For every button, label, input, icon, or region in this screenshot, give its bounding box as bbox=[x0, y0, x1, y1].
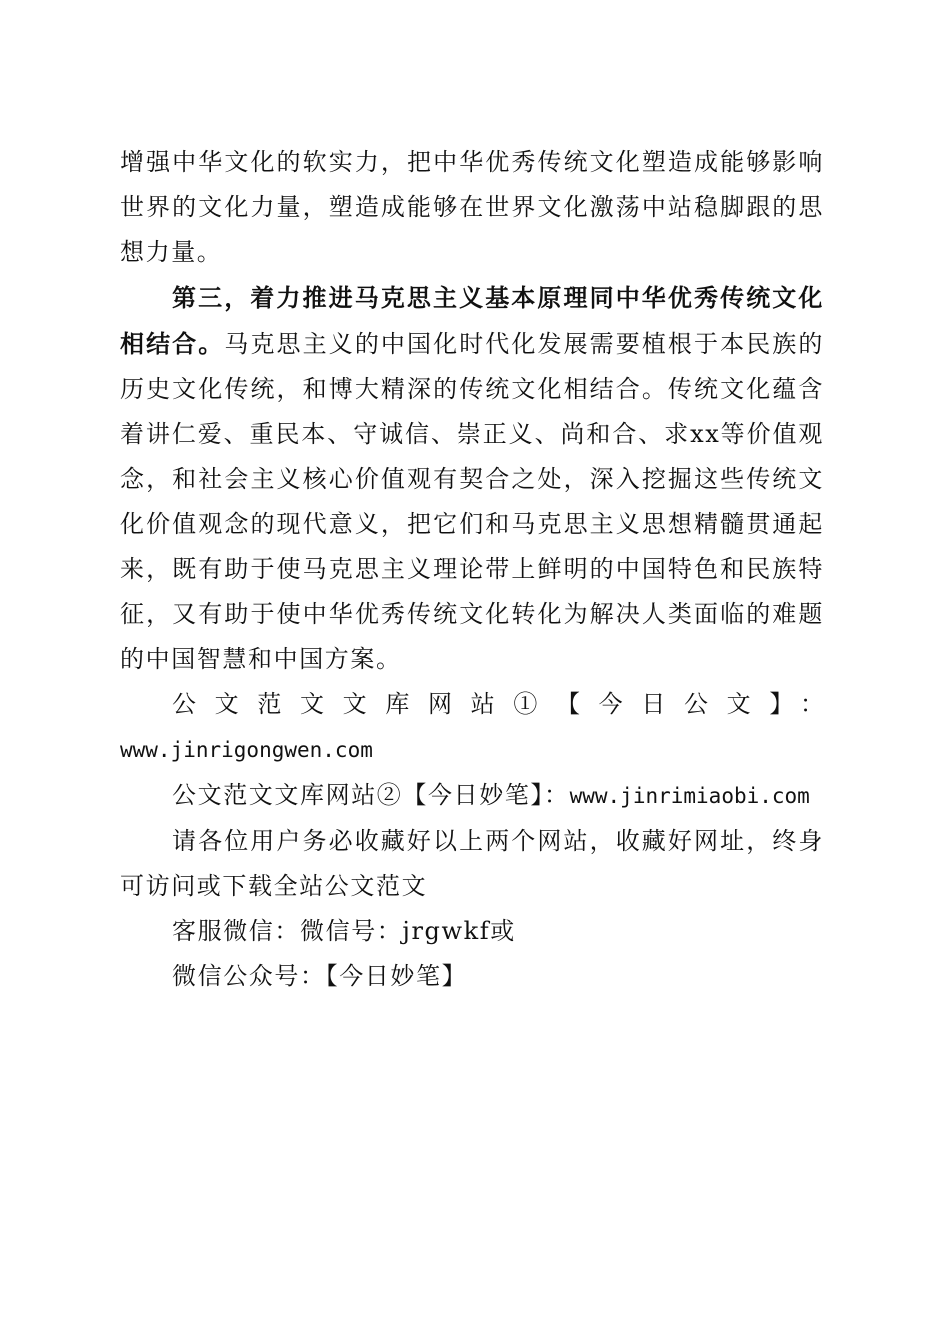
third-point-body: 马克思主义的中国化时代化发展需要植根于本民族的历史文化传统，和博大精深的传统文化相结合。传统文化蕴含着讲仁爱、重民本、守诚信、崇正义、尚和合、求xx等价值观念，和社会主义核心价值观有契合之处，深入挖掘这些传统文化价值观念的现代意义，把它们和马克思主义思想精髓贯通起来，既有助于使马克思主义理论带上鲜明的中国特色和民族特征，又有助于使中华优秀传统文化转化为解决人类面临的难题的中国智慧和中国方案。 bbox=[120, 330, 824, 673]
site1-label: 公文范文文库网站①【今日公文】： bbox=[172, 690, 824, 718]
paragraph-third-point bbox=[120, 275, 824, 682]
notice-text: 请各位用户务必收藏好以上两个网站，收藏好网址，终身可访问或下载全站公文范文 bbox=[120, 827, 824, 900]
site1-label-line bbox=[120, 682, 824, 727]
site1-url[interactable]: www.jinrigongwen.com bbox=[120, 738, 373, 762]
third-point-heading: 第三，着力推进马克思主义基本原理同中华优秀传统文化相结合。 bbox=[120, 283, 824, 358]
site2-url[interactable]: www.jinrimiaobi.com bbox=[569, 784, 810, 808]
site2-label: 公文范文文库网站②【今日妙笔】： bbox=[172, 781, 570, 809]
site2-line bbox=[120, 773, 824, 819]
paragraph-soft-power bbox=[120, 140, 824, 275]
document-body bbox=[120, 140, 824, 999]
wechat-public-text: 微信公众号：【今日妙笔】 bbox=[172, 962, 468, 990]
notice-paragraph bbox=[120, 819, 824, 909]
site1-url-line bbox=[120, 727, 824, 773]
service-line bbox=[120, 909, 824, 954]
wechat-public-line bbox=[120, 954, 824, 999]
service-text: 客服微信：微信号：jrgwkf或 bbox=[172, 917, 516, 945]
paragraph-soft-power-text: 增强中华文化的软实力，把中华优秀传统文化塑造成能够影响世界的文化力量，塑造成能够在世界文化激荡中站稳脚跟的思想力量。 bbox=[120, 148, 824, 266]
